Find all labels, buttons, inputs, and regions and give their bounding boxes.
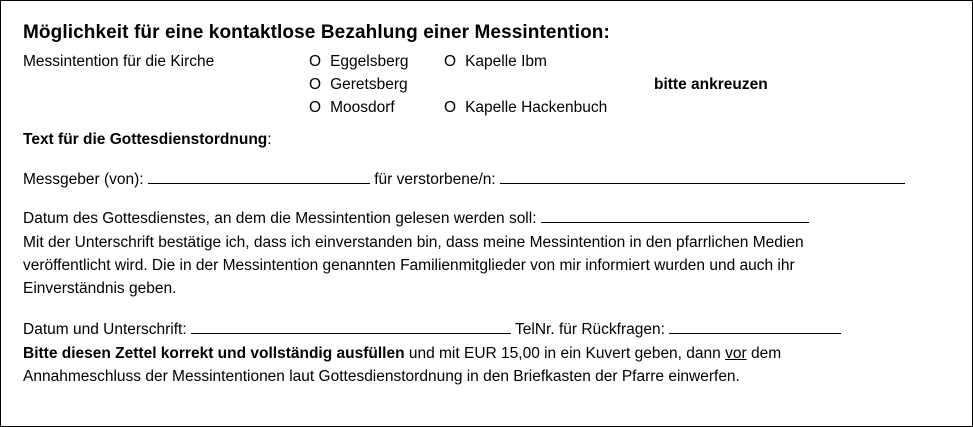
checkbox-option-geretsberg[interactable] [309,73,444,96]
checkbox-circle-icon: O [309,99,322,117]
service-date-row [23,207,954,232]
checkbox-label: Geretsberg [330,76,408,93]
checkbox-label: Kapelle Hackenbuch [465,99,608,117]
footer-line-1 [23,343,954,366]
service-date-input-line[interactable] [541,209,809,223]
check-hint: bitte ankreuzen [654,76,768,93]
date-signature-label: Datum und Unterschrift: [23,320,187,338]
footer-rest-1a: und mit EUR 15,00 in ein Kuvert geben, dann [404,344,726,362]
donor-input-line[interactable] [148,170,370,184]
church-row-1 [23,50,954,73]
checkbox-option-eggelsberg[interactable] [309,50,444,73]
church-label: Messintention für die Kirche [23,52,215,70]
footer-line-2: Annahmeschluss der Messintentionen laut Gottesdienstordnung in den Briefkasten der Pfarre einwerfen. [23,367,740,385]
consent-line-1: Mit der Unterschrift bestätige ich, dass ich einverstanden bin, dass meine Messintention in den pfarrlichen Medien [23,234,804,252]
service-date-label: Datum des Gottesdienstes, an dem die Messintention gelesen werden soll: [23,210,537,228]
checkbox-circle-icon: O [444,52,457,70]
service-order-heading [23,129,954,152]
signature-row [23,318,954,343]
checkbox-circle-icon: O [309,52,322,70]
deceased-input-line[interactable] [500,170,905,184]
church-row-3 [23,96,954,119]
checkbox-circle-icon: O [309,76,322,93]
deceased-label: für verstorbene/n: [374,171,496,189]
donor-label: Messgeber (von): [23,171,144,189]
checkbox-label: Eggelsberg [330,52,409,70]
service-order-colon: : [267,130,272,148]
date-signature-input-line[interactable] [191,320,511,334]
document-body [23,21,954,389]
service-order-label: Text für die Gottesdienstordnung [23,130,268,148]
footer-underlined-word: vor [725,344,747,362]
phone-input-line[interactable] [669,320,841,334]
consent-line-3: Einverständnis geben. [23,279,177,297]
church-row-2 [23,73,954,96]
checkbox-option-kapelle-hackenbuch[interactable] [444,96,654,119]
checkbox-option-moosdorf[interactable] [309,96,444,119]
footer-rest-1b: dem [746,344,782,362]
checkbox-option-kapelle-ibm[interactable] [444,50,654,73]
checkbox-circle-icon: O [444,99,457,117]
consent-line-2: veröffentlicht wird. Die in der Messintention genannten Familienmitglieder von mir informiert wurden und auch ihr [23,256,795,274]
checkbox-label: Kapelle Ibm [465,52,547,70]
footer-bold-text: Bitte diesen Zettel korrekt und vollständig ausfüllen [23,344,405,362]
phone-label: TelNr. für Rückfragen: [515,320,665,338]
page-title: Möglichkeit für eine kontaktlose Bezahlung einer Messintention: [23,22,610,43]
donor-row [23,168,954,193]
checkbox-label: Moosdorf [330,99,395,117]
